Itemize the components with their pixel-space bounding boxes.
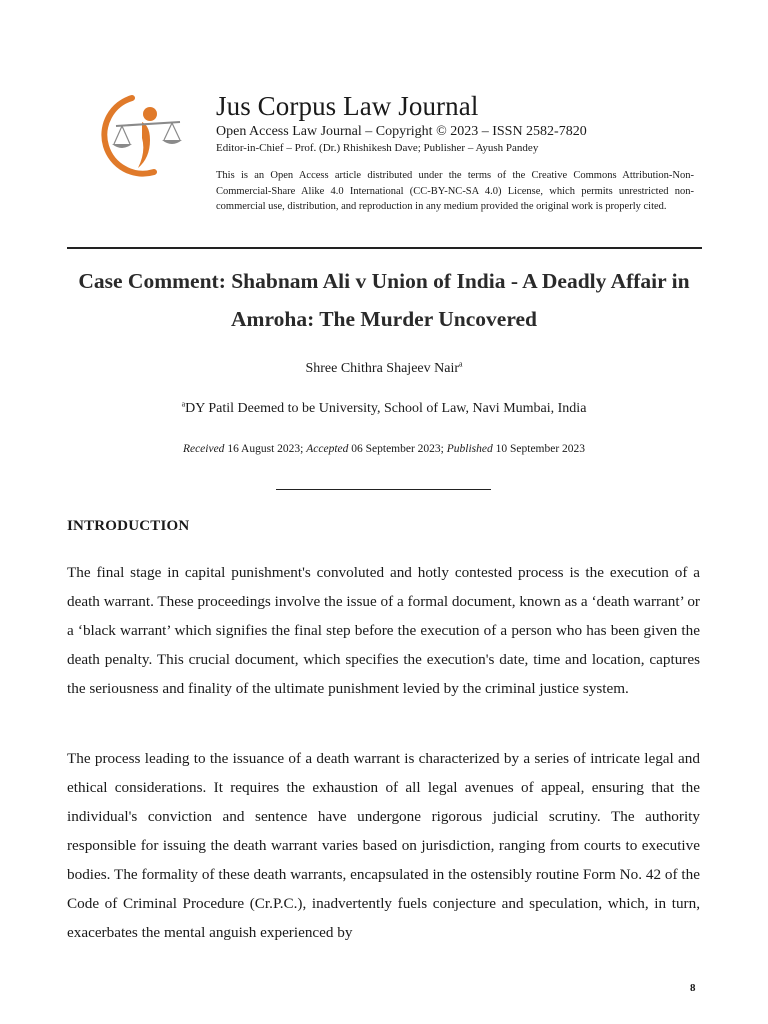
- published-label: Published: [446, 443, 493, 455]
- header-divider: [67, 247, 702, 249]
- published-date: 10 September 2023: [495, 443, 586, 455]
- article-title: Case Comment: Shabnam Ali v Union of India - A Deadly Affair in Amroha: The Murder Uncovered: [78, 269, 690, 331]
- body-paragraph-2: The process leading to the issuance of a death warrant is characterized by a series of intricate legal and ethical considerations. It requires the exhaustion of all legal avenues of appeal, ensuring that the individual's conviction and sentence have undergone rigorous judicial scrutiny. The authority responsible for issuing the death warrant varies based on jurisdiction, ranging from courts to executive bodies. The formality of these death warrants, encapsulated in the ostensibly routine Form No. 42 of the Code of Criminal Procedure (Cr.P.C.), inadvertently fuels conjecture and speculation, which, in turn, exacerbates the mental anguish experienced by: [67, 750, 700, 941]
- journal-logo: [92, 92, 190, 178]
- author-name: Shree Chithra Shajeev Nair: [305, 361, 459, 376]
- scales-of-justice-logo-icon: [92, 92, 190, 178]
- author-line: [0, 361, 768, 377]
- journal-editors: Editor-in-Chief – Prof. (Dr.) Rhishikesh Dave; Publisher – Ayush Pandey: [216, 142, 539, 154]
- author-superscript: a: [459, 359, 463, 369]
- affiliation-line: [0, 401, 768, 417]
- license-notice: This is an Open Access article distributed under the terms of the Creative Commons Attribution-Non-Commercial-Share Alike 4.0 International (CC-BY-NC-SA 4.0) License, which permits unrestricted non-commercial use, distribution, and reproduction in any medium provided the original work is properly cited.: [216, 170, 694, 212]
- publication-dates: [0, 443, 768, 455]
- body-paragraph-1: The final stage in capital punishment's convoluted and hotly contested process is the execution of a death warrant. These proceedings involve the issue of a formal document, known as a ‘death warrant’ or a ‘black warrant’ which signifies the final step before the execution of a person who has been given the death penalty. This crucial document, which specifies the execution's date, time and location, captures the seriousness and finality of the ultimate punishment levied by the criminal justice system.: [67, 564, 700, 697]
- journal-subtitle: Open Access Law Journal – Copyright © 2023 – ISSN 2582-7820: [216, 124, 587, 139]
- journal-title: Jus Corpus Law Journal: [216, 91, 479, 121]
- journal-header: [216, 90, 694, 215]
- section-separator: [276, 489, 491, 490]
- section-heading: INTRODUCTION: [67, 518, 190, 534]
- received-label: Received: [182, 443, 225, 455]
- accepted-label: Accepted: [306, 443, 349, 455]
- affiliation-text: DY Patil Deemed to be University, School of Law, Navi Mumbai, India: [185, 401, 587, 416]
- accepted-date: 06 September 2023;: [351, 443, 444, 455]
- affiliation-superscript: a: [181, 399, 186, 409]
- received-date: 16 August 2023;: [227, 443, 304, 455]
- page-number: 8: [690, 982, 696, 994]
